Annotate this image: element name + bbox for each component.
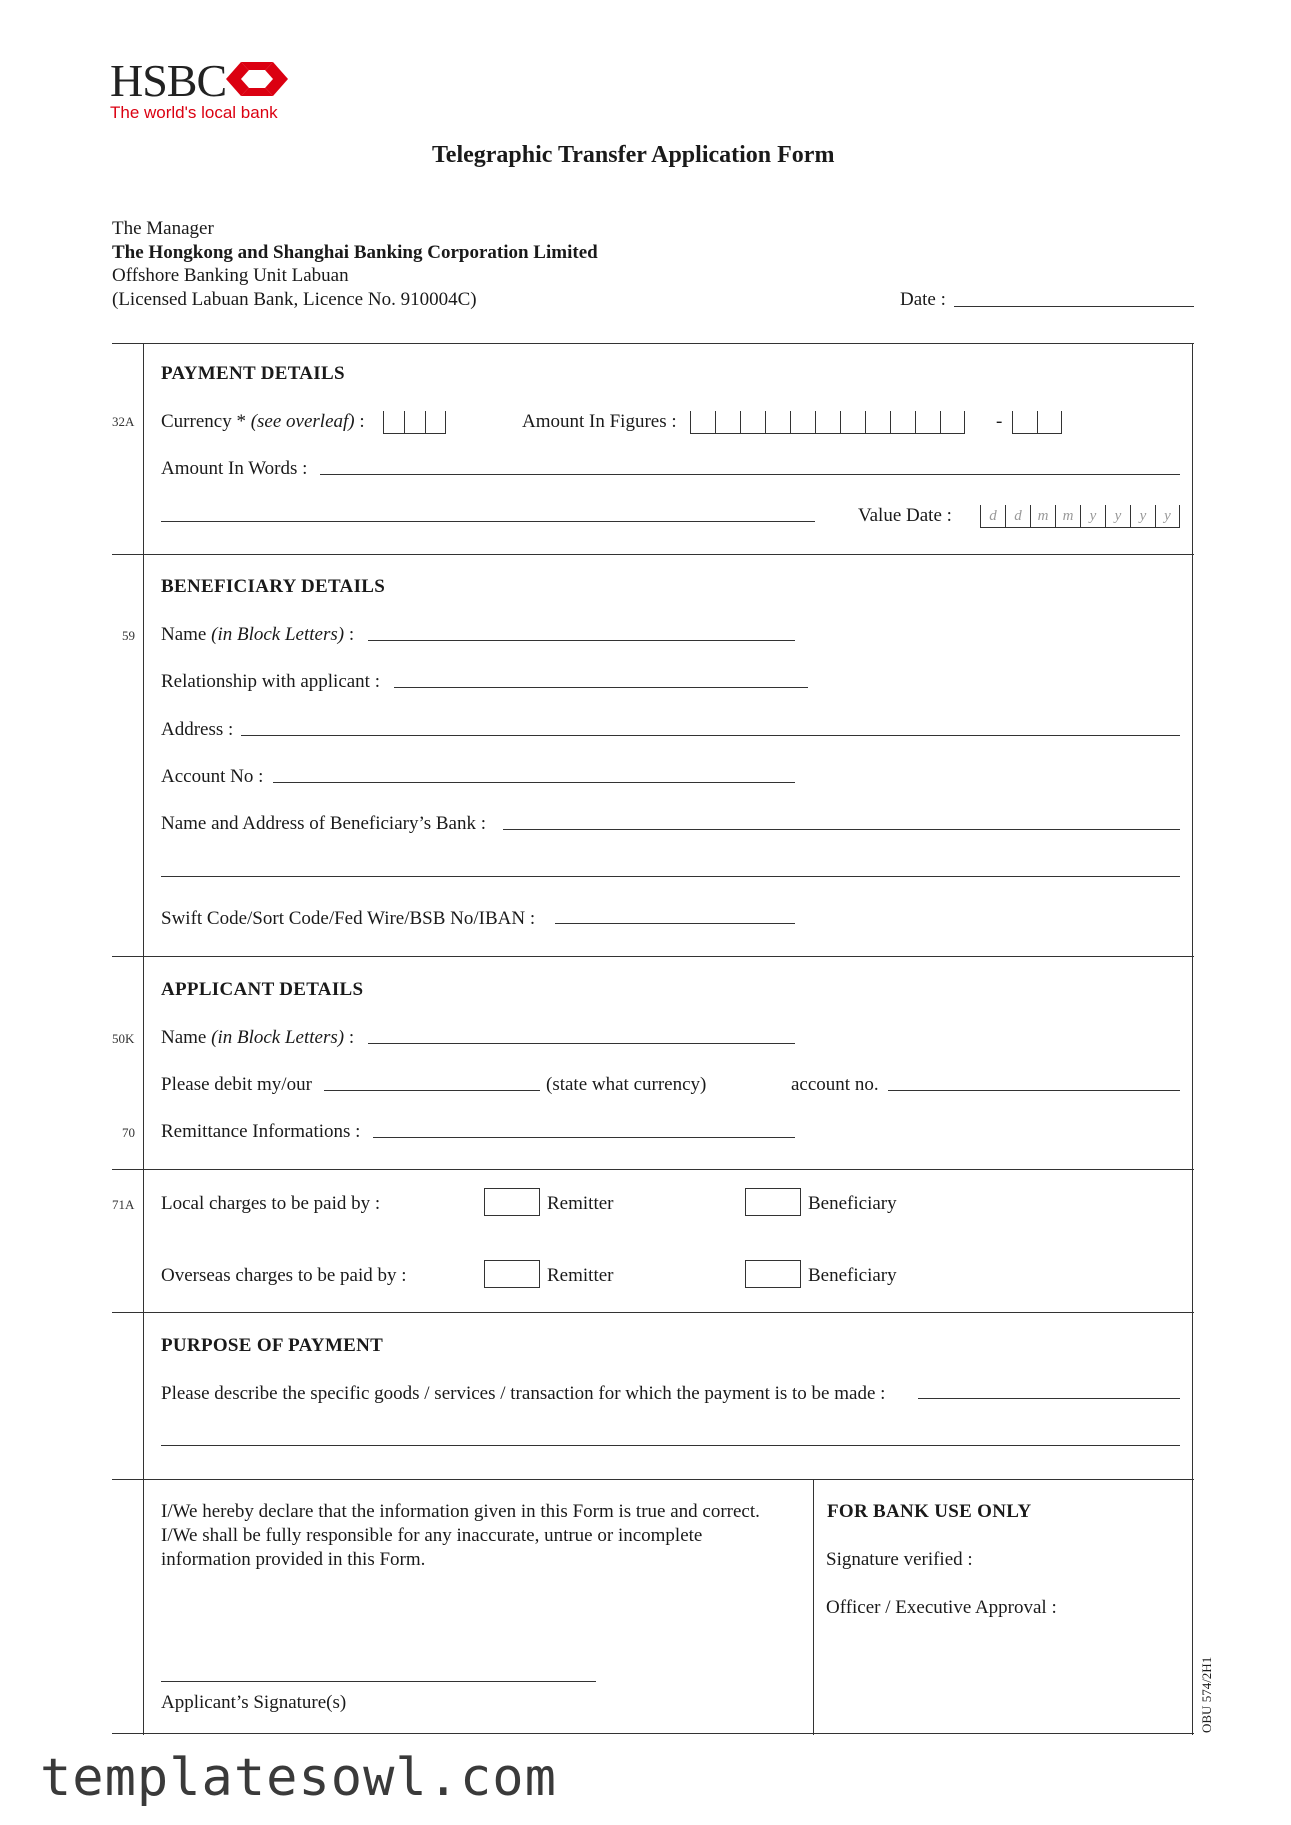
amount-figures-label: Amount In Figures : [522, 411, 677, 432]
debit-account-field[interactable] [888, 1090, 1180, 1091]
logo-wordmark: HSBC [110, 55, 227, 106]
relationship-field[interactable] [394, 687, 808, 688]
field-code-50k: 50K [112, 1031, 135, 1046]
frame-right [1192, 343, 1193, 1735]
account-no-label: Account No : [161, 766, 264, 787]
debit-currency-note: (state what currency) [546, 1074, 707, 1095]
overseas-beneficiary-checkbox[interactable] [745, 1260, 801, 1288]
purpose-heading: PURPOSE OF PAYMENT [161, 1335, 384, 1356]
local-remitter-checkbox[interactable] [484, 1188, 540, 1216]
overseas-remitter-label: Remitter [547, 1265, 614, 1286]
beneficiary-name-label: Name (in Block Letters) : [161, 624, 355, 645]
applicant-signature-label: Applicant’s Signature(s) [161, 1692, 347, 1713]
amount-words-field-2[interactable] [161, 521, 815, 522]
divider-charges [112, 1312, 1194, 1313]
relationship-label: Relationship with applicant : [161, 671, 380, 692]
local-charges-label: Local charges to be paid by : [161, 1193, 381, 1214]
applicant-details-heading: APPLICANT DETAILS [161, 979, 364, 1000]
swift-code-field[interactable] [555, 923, 795, 924]
divider-payment [112, 554, 1194, 555]
bank-use-heading: FOR BANK USE ONLY [827, 1501, 1032, 1522]
addressee-line3: Offshore Banking Unit Labuan [112, 265, 349, 286]
purpose-field-2[interactable] [161, 1445, 1180, 1446]
debit-currency-field[interactable] [324, 1090, 540, 1091]
officer-approval-label: Officer / Executive Approval : [826, 1597, 1057, 1618]
currency-code-boxes[interactable] [383, 411, 446, 434]
field-code-70: 70 [122, 1125, 135, 1140]
divider-beneficiary [112, 956, 1194, 957]
applicant-name-label: Name (in Block Letters) : [161, 1027, 355, 1048]
divider-bank-use [813, 1479, 814, 1735]
beneficiary-name-field[interactable] [368, 640, 795, 641]
local-beneficiary-checkbox[interactable] [745, 1188, 801, 1216]
form-code: OBU 574/2H1 [1199, 1656, 1214, 1733]
logo-tagline: The world's local bank [110, 103, 278, 122]
swift-code-label: Swift Code/Sort Code/Fed Wire/BSB No/IBAN : [161, 908, 536, 929]
beneficiary-address-field[interactable] [241, 735, 1180, 736]
overseas-charges-label: Overseas charges to be paid by : [161, 1265, 407, 1286]
local-beneficiary-label: Beneficiary [808, 1193, 897, 1214]
addressee-bank-name: The Hongkong and Shanghai Banking Corporation Limited [112, 242, 598, 263]
applicant-signature-field[interactable] [161, 1681, 596, 1682]
beneficiary-address-label: Address : [161, 719, 234, 740]
hexagon-logo-icon [226, 62, 288, 96]
beneficiary-bank-label: Name and Address of Beneficiary’s Bank : [161, 813, 487, 834]
debit-label: Please debit my/our [161, 1074, 312, 1095]
beneficiary-details-heading: BENEFICIARY DETAILS [161, 576, 386, 597]
beneficiary-bank-field-2[interactable] [161, 876, 1180, 877]
value-date-label: Value Date : [858, 505, 952, 526]
remittance-field[interactable] [373, 1137, 795, 1138]
amount-words-label: Amount In Words : [161, 458, 308, 479]
declaration-line3: information provided in this Form. [161, 1549, 426, 1570]
field-code-59: 59 [122, 628, 135, 643]
frame-bottom [112, 1733, 1194, 1734]
watermark: templatesowl.com [40, 1748, 557, 1808]
currency-note: (see overleaf) [250, 411, 355, 432]
purpose-description-label: Please describe the specific goods / services / transaction for which the payment is to be made : [161, 1383, 886, 1404]
addressee-line1: The Manager [112, 218, 214, 239]
beneficiary-bank-field[interactable] [503, 829, 1180, 830]
field-code-32a: 32A [112, 414, 135, 429]
debit-account-label: account no. [791, 1074, 879, 1095]
payment-details-heading: PAYMENT DETAILS [161, 363, 345, 384]
declaration-line1: I/We hereby declare that the information given in this Form is true and correct. [161, 1501, 760, 1522]
amount-dash: - [996, 411, 1003, 432]
hsbc-logo [110, 56, 310, 126]
divider-purpose [112, 1479, 1194, 1480]
purpose-field[interactable] [918, 1398, 1180, 1399]
amount-words-field[interactable] [320, 474, 1180, 475]
local-remitter-label: Remitter [547, 1193, 614, 1214]
account-no-field[interactable] [273, 782, 795, 783]
addressee-line4: (Licensed Labuan Bank, Licence No. 910004C) [112, 289, 477, 310]
field-code-71a: 71A [112, 1197, 135, 1212]
divider-applicant [112, 1169, 1194, 1170]
frame-left [143, 343, 144, 1735]
applicant-name-field[interactable] [368, 1043, 795, 1044]
signature-verified-label: Signature verified : [826, 1549, 973, 1570]
frame-top [112, 343, 1194, 344]
currency-label: Currency * (see overleaf) : [161, 411, 365, 432]
remittance-label: Remittance Informations : [161, 1121, 361, 1142]
declaration-line2: I/We shall be fully responsible for any inaccurate, untrue or incomplete [161, 1525, 703, 1546]
date-field[interactable] [954, 306, 1194, 307]
amount-figures-boxes[interactable] [690, 411, 965, 434]
value-date-boxes[interactable]: d d m m y y y y [980, 505, 1180, 528]
overseas-remitter-checkbox[interactable] [484, 1260, 540, 1288]
form-title: Telegraphic Transfer Application Form [432, 142, 835, 168]
date-label: Date : [900, 289, 946, 310]
amount-cents-boxes[interactable] [1012, 411, 1062, 434]
overseas-beneficiary-label: Beneficiary [808, 1265, 897, 1286]
